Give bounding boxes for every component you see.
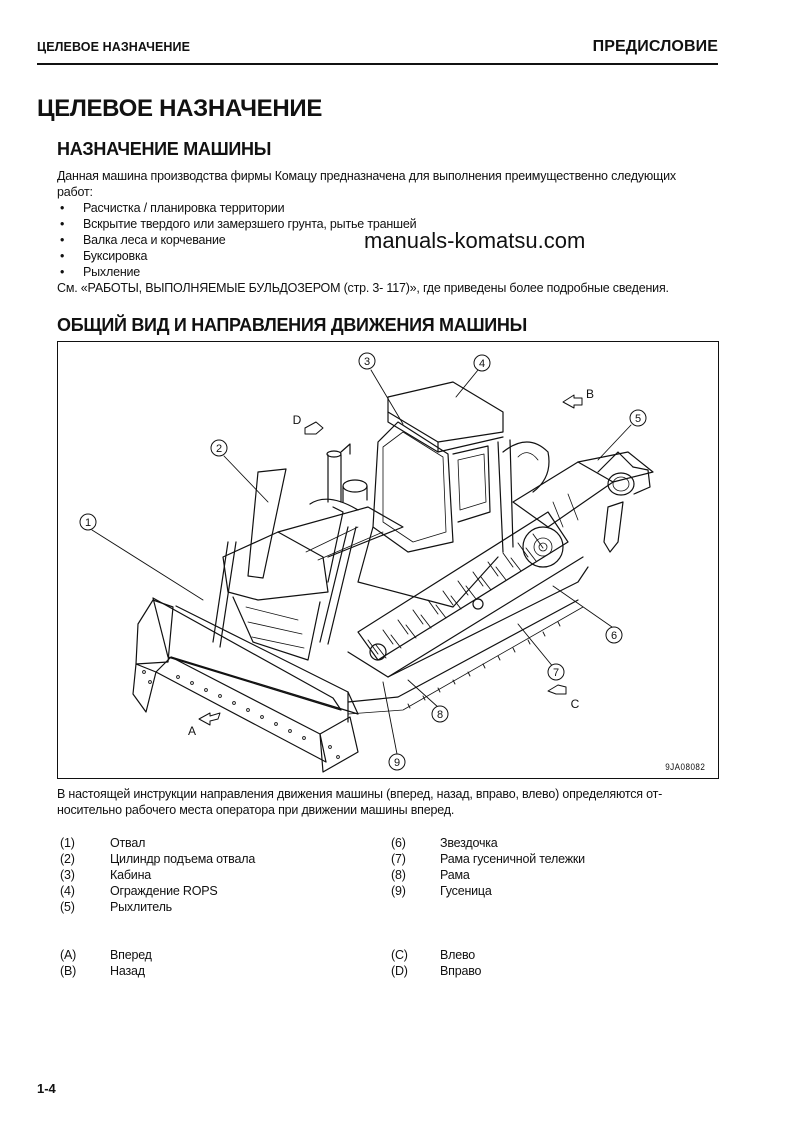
intro-line: работ: [57, 185, 93, 199]
note-line: носительно рабочего места оператора при движении машины вперед. [57, 803, 455, 817]
legend-key: (C) [391, 948, 408, 962]
page-title: ЦЕЛЕВОЕ НАЗНАЧЕНИЕ [37, 95, 323, 122]
lift-frame-drawing [213, 469, 356, 660]
svg-text:8: 8 [436, 709, 444, 721]
svg-text:C: C [570, 697, 580, 711]
legend-label: Отвал [110, 836, 146, 850]
legend-key: (7) [391, 852, 406, 866]
svg-text:9: 9 [393, 757, 401, 769]
bullet-icon: • [60, 265, 65, 279]
legend-key: (A) [60, 948, 77, 962]
arrow-c-icon [548, 685, 566, 694]
legend-key: (4) [60, 884, 75, 898]
direction-note [57, 786, 721, 818]
list-item [57, 200, 721, 216]
legend-row [0, 884, 794, 900]
legend-key: (D) [391, 964, 408, 978]
svg-text:7: 7 [552, 667, 560, 679]
track-drawing [348, 512, 588, 714]
svg-text:D: D [292, 413, 302, 427]
leader-lines [92, 370, 631, 754]
watermark: manuals-komatsu.com [364, 228, 586, 253]
legend-label: Цилиндр подъема отвала [110, 852, 256, 866]
svg-text:5: 5 [634, 413, 642, 425]
reference-text: См. «РАБОТЫ, ВЫПОЛНЯЕМЫЕ БУЛЬДОЗЕРОМ (стр. 3- 117)», где приведены более подробные сведения. [57, 281, 669, 295]
legend-row [0, 868, 794, 884]
legend-key: (3) [60, 868, 75, 882]
running-header-chapter: ПРЕДИСЛОВИЕ [592, 38, 718, 55]
legend-label: Вперед [110, 948, 152, 962]
svg-text:2: 2 [215, 443, 223, 455]
legend-label: Кабина [110, 868, 152, 882]
legend-label: Рыхлитель [110, 900, 172, 914]
legend-key: (5) [60, 900, 75, 914]
legend-label: Рама гусеничной тележки [440, 852, 585, 866]
section-heading-overview: ОБЩИЙ ВИД И НАПРАВЛЕНИЯ ДВИЖЕНИЯ МАШИНЫ [57, 315, 527, 335]
arrow-b-icon [563, 395, 582, 408]
legend-label: Назад [110, 964, 145, 978]
list-item-text: Вскрытие твердого или замерзшего грунта, рытье траншей [83, 217, 417, 231]
parts-legend [0, 836, 794, 916]
svg-text:6: 6 [610, 630, 618, 642]
legend-key: (B) [60, 964, 77, 978]
legend-key: (6) [391, 836, 406, 850]
legend-label: Влево [440, 948, 476, 962]
list-item-text: Рыхление [83, 265, 141, 279]
legend-label: Вправо [440, 964, 482, 978]
figure-code: 9JA08082 [665, 762, 706, 772]
svg-text:1: 1 [84, 517, 92, 529]
legend-label: Рама [440, 868, 470, 882]
page-number: 1-4 [37, 1081, 56, 1096]
legend-label: Гусеница [440, 884, 492, 898]
legend-key: (1) [60, 836, 75, 850]
bulldozer-figure [57, 341, 719, 779]
note-line: В настоящей инструкции направления движения машины (вперед, назад, вправо, влево) определяются от- [57, 787, 663, 801]
list-item-text: Валка леса и корчевание [83, 233, 226, 247]
bullet-icon: • [60, 233, 65, 247]
list-item-text: Расчистка / планировка территории [83, 201, 285, 215]
legend-label: Ограждение ROPS [110, 884, 218, 898]
legend-key: (9) [391, 884, 406, 898]
bulldozer-illustration [58, 342, 718, 778]
list-item [57, 264, 721, 280]
intro-line: Данная машина производства фирмы Комацу предназначена для выполнения преимущественно следующих [57, 169, 676, 183]
header-rule [37, 63, 718, 65]
bullet-icon: • [60, 249, 65, 263]
list-item-text: Буксировка [83, 249, 148, 263]
bullet-icon: • [60, 217, 65, 231]
arrow-d-icon [305, 422, 323, 434]
ripper-drawing [503, 442, 653, 552]
legend-row [0, 900, 794, 916]
legend-key: (2) [60, 852, 75, 866]
legend-row [0, 852, 794, 868]
arrow-a-icon [199, 713, 220, 725]
svg-text:3: 3 [363, 356, 371, 368]
legend-row [0, 836, 794, 852]
cab-drawing [358, 382, 513, 607]
legend-row [0, 964, 794, 980]
bullet-icon: • [60, 201, 65, 215]
legend-key: (8) [391, 868, 406, 882]
svg-text:4: 4 [478, 358, 486, 370]
legend-label: Звездочка [440, 836, 498, 850]
svg-text:A: A [187, 724, 197, 738]
svg-text:B: B [585, 387, 595, 401]
section-heading-purpose: НАЗНАЧЕНИЕ МАШИНЫ [57, 139, 272, 159]
legend-row [0, 948, 794, 964]
direction-legend [0, 948, 794, 980]
running-header-section: ЦЕЛЕВОЕ НАЗНАЧЕНИЕ [37, 40, 191, 54]
